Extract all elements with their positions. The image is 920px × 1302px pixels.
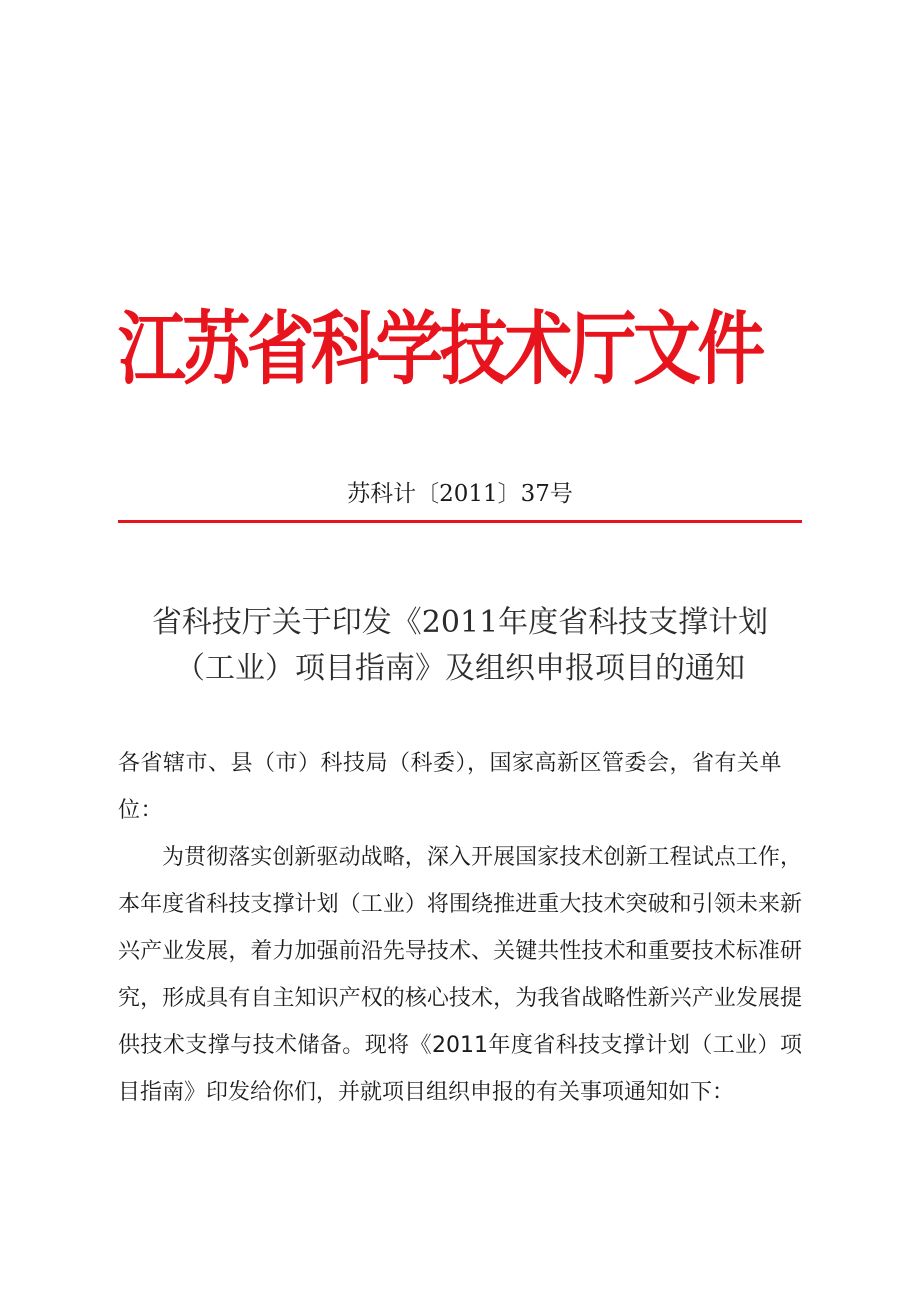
notice-title-line-1: 省科技厅关于印发《2011年度省科技支撑计划: [151, 605, 769, 640]
addressee-line: 各省辖市、县（市）科技局（科委），国家高新区管委会，省有关单位：: [118, 751, 783, 823]
notice-title-line-2: （工业）项目指南》及组织申报项目的通知: [175, 651, 745, 686]
notice-title: [100, 600, 820, 692]
issuer-masthead: 江苏省科学技术厅文件: [118, 303, 762, 396]
notice-body: [118, 740, 802, 1116]
red-divider-line: [118, 520, 802, 523]
document-number: 苏科计〔2011〕37号: [347, 481, 573, 507]
body-paragraph: 为贯彻落实创新驱动战略，深入开展国家技术创新工程试点工作，本年度省科技支撑计划（工业）将围绕推进重大技术突破和引领未来新兴产业发展，着力加强前沿先导技术、关键共性技术和重要技术标准研究，形成具有自主知识产权的核心技术，为我省战略性新兴产业发展提供技术支撑与技术储备。现将《2011年度省科技支撑计划（工业）项目指南》印发给你们，并就项目组织申报的有关事项通知如下：: [118, 845, 802, 1105]
